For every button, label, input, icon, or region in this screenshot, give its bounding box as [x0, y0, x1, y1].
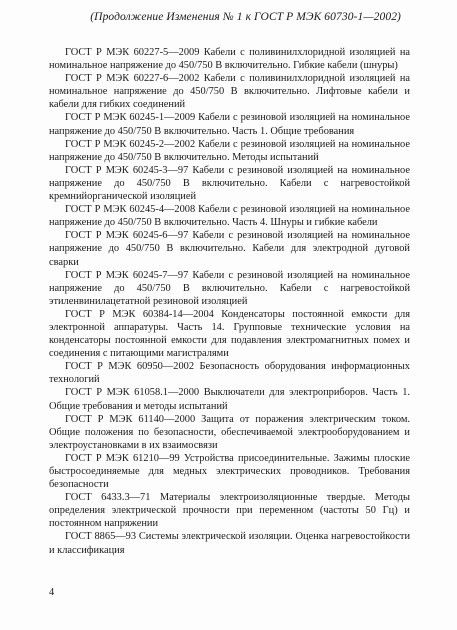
- reference-paragraph: ГОСТ Р МЭК 60950—2002 Безопасность оборудования информационных технологий: [49, 361, 410, 386]
- reference-paragraph: ГОСТ Р МЭК 60227-6—2002 Кабели с поливинилхлоридной изоляцией на номинальное напряжение до 450/750 В включительно. Лифтовые кабели и кабели для гибких соединений: [49, 73, 410, 111]
- reference-paragraph: ГОСТ Р МЭК 60245-2—2002 Кабели с резиновой изоляцией на номинальное напряжение до 450/750 В включительно. Методы испытаний: [49, 138, 410, 163]
- reference-paragraph: ГОСТ Р МЭК 61210—99 Устройства присоединительные. Зажимы плоские быстросоединяемые для медных электрических проводников. Требования безопасности: [49, 452, 410, 491]
- reference-paragraph: ГОСТ Р МЭК 60245-6—97 Кабели с резиновой изоляцией на номинальное напряжение до 450/750 В включительно. Кабели для электродной дуговой сварки: [49, 230, 410, 268]
- reference-paragraph: ГОСТ Р МЭК 60245-7—97 Кабели с резиновой изоляцией на номинальное напряжение до 450/750 В включительно. Кабели с нагревостойкой этиленвинилацетатной резиновой изоляцией: [49, 269, 410, 307]
- reference-paragraph: ГОСТ Р МЭК 60227-5—2009 Кабели с поливинилхлоридной изоляцией на номинальное напряжение до 450/750 В включительно. Гибкие кабели (шнуры): [49, 47, 410, 72]
- reference-paragraph: ГОСТ Р МЭК 61058.1—2000 Выключатели для электроприборов. Часть 1. Общие требования и методы испытаний: [49, 387, 410, 412]
- page-number: 4: [49, 587, 55, 598]
- references-list: [49, 46, 410, 557]
- reference-paragraph: ГОСТ Р МЭК 61140—2000 Защита от поражения электрическим током. Общие положения по безопасности, обеспечиваемой электрооборудованием и электроустановками в их взаимосвязи: [49, 413, 410, 451]
- reference-paragraph: ГОСТ Р МЭК 60245-1—2009 Кабели с резиновой изоляцией на номинальное напряжение до 450/750 В включительно. Часть 1. Общие требования: [49, 112, 410, 137]
- reference-paragraph: ГОСТ 8865—93 Системы электрической изоляции. Оценка нагревостойкости и классификация: [49, 531, 410, 556]
- reference-paragraph: ГОСТ Р МЭК 60384-14—2004 Конденсаторы постоянной емкости для электронной аппаратуры. Часть 14. Групповые технические условия на конденсаторы постоянной емкости для подавления электромагнитных помех и соединения с питающими магистралями: [49, 308, 410, 360]
- reference-paragraph: ГОСТ Р МЭК 60245-3—97 Кабели с резиновой изоляцией на номинальное напряжение до 450/750 В включительно. Кабели с нагревостойкой кремнийорганической изоляцией: [49, 164, 410, 203]
- running-header: (Продолжение Изменения № 1 к ГОСТ Р МЭК 60730-1—2002): [90, 11, 401, 23]
- reference-paragraph: ГОСТ 6433.3—71 Материалы электроизоляционные твердые. Методы определения электрической прочности при переменном (частоты 50 Гц) и постоянном напряжении: [49, 492, 410, 530]
- reference-paragraph: ГОСТ Р МЭК 60245-4—2008 Кабели с резиновой изоляцией на номинальное напряжение до 450/750 В включительно. Часть 4. Шнуры и гибкие кабели: [49, 204, 410, 229]
